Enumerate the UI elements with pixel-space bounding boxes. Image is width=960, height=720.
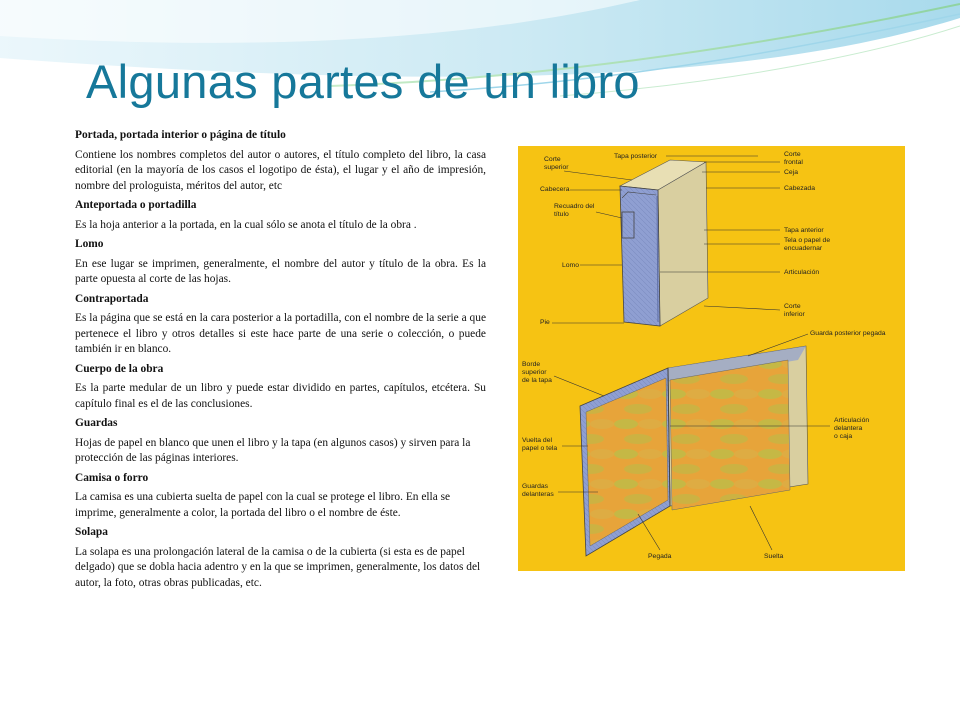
svg-text:Corte: Corte (784, 303, 801, 310)
svg-text:superior: superior (522, 369, 547, 376)
section-lomo (75, 237, 486, 288)
svg-text:Cabezada: Cabezada (784, 185, 815, 192)
section-text: En ese lugar se imprimen, generalmente, el nombre del autor y título de la obra. Es la parte opuesta al corte de las hojas. (75, 257, 486, 285)
section-portada (75, 128, 486, 194)
svg-text:Recuadro del: Recuadro del (554, 203, 595, 210)
svg-text:Lomo: Lomo (562, 262, 580, 269)
section-text: Es la parte medular de un libro y puede estar dividido en partes, capítulos, etcétera. Su capítulo final es el de las conclusiones. (75, 382, 486, 410)
section-text: Es la página que se está en la cara posterior a la portadilla, con el nombre de la serie a que pertenece el libro y otros detalles si este hace parte de una serie o colección, o puede también ir en blanco. (75, 312, 486, 355)
svg-text:inferior: inferior (784, 311, 805, 318)
section-text: La solapa es una prolongación lateral de la camisa o de la cubierta (si esta es de papel delgado) que se dobla hacia adentro y en la que se imprimen, generalmente, los datos del autor, la foto, otras obras publicadas, etc. (75, 545, 481, 589)
section-camisa (75, 471, 486, 522)
closed-book (620, 160, 708, 326)
book-parts-illustration (518, 146, 905, 571)
svg-text:Tapa anterior: Tapa anterior (784, 227, 824, 234)
section-heading: Contraportada (75, 292, 149, 305)
section-anteportada (75, 198, 486, 233)
svg-text:Borde: Borde (522, 361, 541, 368)
svg-text:papel o tela: papel o tela (522, 445, 558, 452)
svg-text:delanteras: delanteras (522, 491, 554, 498)
section-heading: Cuerpo de la obra (75, 362, 164, 375)
svg-text:frontal: frontal (784, 159, 803, 166)
svg-text:Ceja: Ceja (784, 169, 798, 176)
open-book (580, 346, 808, 556)
section-contraportada (75, 292, 486, 358)
section-text: La camisa es una cubierta suelta de papel con la cual se protege el libro. En ella se imprime, generalmente a color, la portada del libro o el nombre de éste. (75, 491, 451, 519)
book-fore-edge (658, 162, 708, 326)
section-heading: Camisa o forro (75, 471, 149, 484)
svg-text:Cabecera: Cabecera (540, 186, 570, 193)
section-text: Hojas de papel en blanco que unen el libro y la tapa (en algunos casos) y sirven para la protección de las páginas interiores. (75, 436, 471, 464)
svg-text:Tela o papel de: Tela o papel de (784, 237, 831, 244)
section-heading: Solapa (75, 526, 108, 538)
book-parts-diagram (518, 146, 905, 571)
right-endpaper (670, 360, 790, 510)
svg-text:de la tapa: de la tapa (522, 377, 552, 384)
svg-text:Tapa posterior: Tapa posterior (614, 153, 658, 160)
svg-text:Suelta: Suelta (764, 553, 784, 560)
svg-text:encuadernar: encuadernar (784, 245, 823, 252)
svg-text:Pie: Pie (540, 319, 550, 326)
slide-title: Algunas partes de un libro (86, 55, 640, 108)
svg-text:Guarda posterior pegada: Guarda posterior pegada (810, 330, 886, 337)
svg-text:o caja: o caja (834, 433, 853, 440)
section-cuerpo (75, 362, 486, 413)
section-heading: Lomo (75, 238, 104, 250)
section-heading: Anteportada o portadilla (75, 199, 197, 211)
svg-text:Pegada: Pegada (648, 553, 672, 560)
section-text: Es la hoja anterior a la portada, en la cual sólo se anota el título de la obra . (75, 218, 417, 231)
svg-text:Articulación: Articulación (834, 417, 870, 424)
book-spine (620, 186, 660, 326)
svg-text:Articulación: Articulación (784, 269, 820, 276)
section-guardas (75, 416, 486, 467)
svg-text:Corte: Corte (544, 156, 561, 163)
section-heading: Portada, portada interior o página de título (75, 129, 286, 141)
svg-text:superior: superior (544, 164, 569, 171)
section-heading: Guardas (75, 417, 118, 429)
svg-text:Vuelta del: Vuelta del (522, 437, 552, 444)
book-parts-text (75, 128, 486, 595)
svg-text:Corte: Corte (784, 151, 801, 158)
svg-text:título: título (554, 211, 569, 218)
section-solapa (75, 525, 486, 591)
svg-text:delantera: delantera (834, 425, 863, 432)
svg-text:Guardas: Guardas (522, 483, 549, 490)
section-text: Contiene los nombres completos del autor o autores, el título completo del libro, la casa editorial (en la mayoría de los casos el logotipo de ésta), el lugar y el año de impresión, nombre del prologuista, méritos del autor, etc (75, 148, 486, 192)
